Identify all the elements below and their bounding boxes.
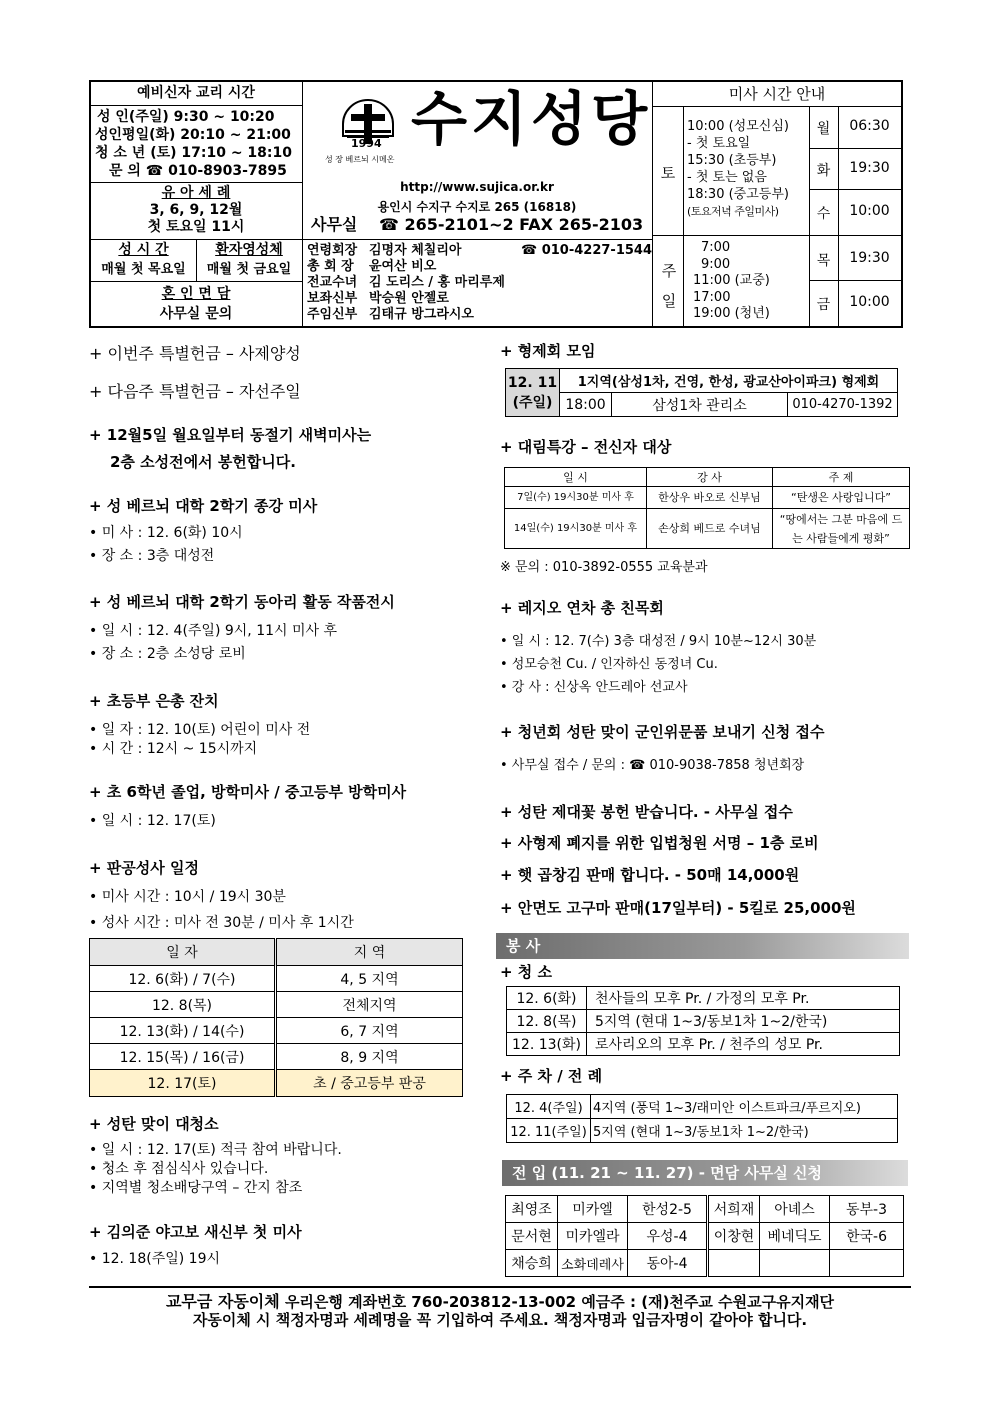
table-row	[506, 393, 898, 417]
youth-item: • 사무실 접수 / 문의 : ☎ 010-9038-7858 청년회장	[500, 758, 805, 773]
sat-mass-line: 18:30 (중고등부)	[687, 187, 789, 202]
staff-row	[307, 291, 651, 307]
brotherhood-table	[505, 368, 898, 417]
staff-phone: ☎ 010-4227-1544	[521, 243, 653, 258]
table-header-row	[90, 939, 463, 966]
parking-subtitle: + 주 차 / 전 례	[500, 1067, 603, 1085]
children-feast-title: + 초등부 은총 잔치	[89, 692, 219, 710]
catechism-youth: 청 소 년 (토) 17:10 ~ 18:10	[95, 145, 292, 161]
table-cell: 한성2-5	[628, 1196, 708, 1223]
catechism-weekday: 성인평일(화) 20:10 ~ 21:00	[95, 127, 291, 143]
table-cell	[760, 1250, 830, 1277]
footer-account: 우리은행 계좌번호 760-203812-13-002 예금주 : (재)천주교 수원교구유지재단	[284, 1293, 835, 1311]
staff-name: 윤여산 비오	[369, 259, 437, 274]
footer-line-1	[89, 1292, 911, 1312]
infant-baptism-title: 유 아 세 례	[161, 185, 231, 201]
table-row	[506, 1223, 904, 1250]
brotherhood-title: + 형제회 모임	[500, 342, 596, 360]
weekday-thu-time: 19:30	[849, 250, 890, 266]
table-cell: 8, 9 지역	[276, 1044, 463, 1070]
parish-name: 수지성당	[411, 85, 652, 153]
weekday-fri-time: 10:00	[849, 294, 890, 310]
sick-communion-text: 매월 첫 금요일	[206, 262, 292, 277]
christmas-cleaning-item: • 지역별 청소배당구역 – 간지 참조	[89, 1180, 303, 1196]
table-cell: 12. 4(주일)	[507, 1095, 591, 1119]
legio-item: • 성모승천 Cu. / 인자하신 동정녀 Cu.	[500, 657, 718, 672]
staff-list	[307, 243, 651, 323]
sat-mass-line: - 첫 토요일	[687, 136, 751, 151]
special-collection-next-week: + 다음주 특별헌금 – 자선주일	[89, 382, 301, 401]
exhibit-item: • 일 시 : 12. 4(주일) 9시, 11시 미사 후	[89, 623, 338, 639]
brotherhood-date-text: 12. 11	[507, 374, 558, 391]
table-cell: 문서현	[506, 1223, 558, 1250]
table-cell: “탄생은 사랑입니다”	[773, 487, 910, 509]
table-cell: 미카엘	[558, 1196, 628, 1223]
table-cell: 12. 11(주일)	[507, 1119, 591, 1143]
weekday-tue: 화	[816, 163, 831, 179]
confession-title: + 판공성사 일정	[89, 859, 199, 877]
table-cell: 동아-4	[628, 1250, 708, 1277]
first-mass-title: + 김의준 야고보 새신부 첫 미사	[89, 1223, 302, 1241]
staff-name: 김태규 방그라시오	[369, 307, 474, 322]
brotherhood-place: 삼성1차 관리소	[612, 393, 788, 417]
marriage-text: 사무실 문의	[159, 306, 233, 322]
table-cell	[708, 1250, 760, 1277]
catechism-contact: 문 의 ☎ 010-8903-7895	[109, 163, 287, 179]
table-row	[507, 1119, 898, 1143]
staff-role: 연령회장	[307, 243, 358, 258]
table-cell: 동부-3	[830, 1196, 904, 1223]
cleaning-duty-table	[506, 986, 900, 1056]
confession-item: • 성사 시간 : 미사 전 30분 / 미사 후 1시간	[89, 915, 354, 931]
holy-hour-text: 매월 첫 목요일	[101, 262, 186, 277]
sunday-label: 주일	[661, 262, 677, 310]
notice-flowers: + 성탄 제대꽃 봉헌 받습니다. - 사무실 접수	[500, 803, 793, 821]
infant-baptism-time: 첫 토요일 11시	[147, 219, 245, 235]
office-phone: ☎ 265-2101~2 FAX 265-2103	[379, 215, 644, 234]
staff-role: 보좌신부	[307, 291, 358, 306]
staff-role: 주임신부	[307, 307, 358, 322]
infant-baptism-months: 3, 6, 9, 12월	[149, 202, 243, 218]
table-cell: 5지역 (현대 1~3/동보1차 1~2/한국)	[591, 1119, 898, 1143]
closing-mass-title: + 성 베르뇌 대학 2학기 종강 미사	[89, 497, 318, 515]
closing-mass-item: • 미 사 : 12. 6(화) 10시	[89, 525, 243, 541]
weekday-wed: 수	[816, 206, 831, 222]
table-row	[506, 369, 898, 393]
table-cell: 12. 17(토)	[90, 1070, 276, 1097]
header-left-info	[91, 82, 303, 326]
christmas-cleaning-title: + 성탄 맞이 대청소	[89, 1115, 219, 1133]
notice-petition: + 사형제 폐지를 위한 입법청원 서명 – 1층 로비	[500, 834, 819, 852]
table-row	[90, 1044, 463, 1070]
closing-mass-item: • 장 소 : 3층 대성전	[89, 548, 215, 564]
marriage-title: 혼 인 면 담	[161, 286, 231, 302]
table-cell	[830, 1250, 904, 1277]
weekday-mon: 월	[816, 121, 831, 137]
table-cell: 7일(수) 19시30분 미사 후	[505, 487, 647, 509]
special-collection-this-week: + 이번주 특별헌금 – 사제양성	[89, 344, 301, 363]
youth-title: + 청년회 성탄 맞이 군인위문품 보내기 신청 접수	[500, 723, 825, 741]
table-header: 일 자	[90, 939, 276, 966]
table-cell: 12. 13(화) / 14(수)	[90, 1018, 276, 1044]
confession-item: • 미사 시간 : 10시 / 19시 30분	[89, 889, 286, 905]
holy-hour-title: 성 시 간	[118, 242, 169, 258]
confession-schedule-table	[89, 938, 463, 1097]
brotherhood-phone: 010-4270-1392	[788, 393, 898, 417]
table-cell: 12. 6(화) / 7(수)	[90, 966, 276, 992]
table-row	[505, 487, 910, 509]
staff-role: 전교수녀	[307, 275, 358, 290]
christmas-cleaning-item: • 일 시 : 12. 17(토) 적극 참여 바랍니다.	[89, 1142, 342, 1158]
weekday-fri: 금	[816, 297, 831, 313]
table-cell: 한국-6	[830, 1223, 904, 1250]
table-header: 주 제	[773, 468, 910, 487]
table-cell: 이창현	[708, 1223, 760, 1250]
table-cell: 한상우 바오로 신부님	[647, 487, 773, 509]
sat-mass-line: 15:30 (초등부)	[687, 153, 777, 168]
children-feast-item: • 일 자 : 12. 10(토) 어린이 미사 전	[89, 722, 311, 738]
staff-row	[307, 243, 651, 259]
table-row	[507, 987, 900, 1010]
table-cell: 최영조	[506, 1196, 558, 1223]
table-header: 일 시	[505, 468, 647, 487]
legio-item: • 강 사 : 신상옥 안드레아 선교사	[500, 680, 688, 695]
sunday-masses	[693, 240, 809, 323]
staff-name: 김명자 체칠리아	[369, 243, 462, 258]
table-cell: 로사리오의 모후 Pr. / 천주의 성모 Pr.	[587, 1033, 900, 1056]
weekday-mon-time: 06:30	[849, 118, 890, 134]
catechism-title: 예비신자 교리 시간	[137, 85, 255, 101]
table-row	[90, 966, 463, 992]
brotherhood-time: 18:00	[560, 393, 612, 417]
table-row	[90, 1018, 463, 1044]
footer-line-2: 자동이체 시 책정자명과 세례명을 꼭 기입하여 주세요. 책정자명과 입금자명이 같아야 합니다.	[192, 1311, 808, 1329]
table-cell: 12. 13(화)	[507, 1033, 587, 1056]
table-cell: “땅에서는 그분 마음에 드는 사람들에게 평화”	[773, 509, 910, 549]
table-row-highlight	[90, 1070, 463, 1097]
transfer-in-table	[505, 1195, 904, 1277]
table-cell: 전체지역	[276, 992, 463, 1018]
table-header: 지 역	[276, 939, 463, 966]
weekday-thu: 목	[816, 253, 831, 269]
sat-mass-line: - 첫 토는 없음	[687, 170, 767, 185]
catechism-adult: 성 인(주일) 9:30 ~ 10:20	[97, 109, 275, 125]
notice-sweet-potato: + 안면도 고구마 판매(17일부터) - 5킬로 25,000원	[500, 899, 856, 917]
table-cell: 미카엘라	[558, 1223, 628, 1250]
cleaning-subtitle: + 청 소	[500, 963, 552, 981]
table-row	[505, 509, 910, 549]
table-cell: 12. 8(목)	[507, 1010, 587, 1033]
table-cell: 14일(수) 19시30분 미사 후	[505, 509, 647, 549]
table-row	[506, 1250, 904, 1277]
sun-mass-line: 7:00	[701, 240, 731, 255]
staff-row	[307, 307, 651, 323]
staff-name: 김 도리스 / 홍 마리루제	[369, 275, 505, 290]
table-cell: 6, 7 지역	[276, 1018, 463, 1044]
parish-url[interactable]: http://www.sujica.or.kr	[400, 180, 554, 194]
table-row	[507, 1010, 900, 1033]
logo-caption: 성 장 베르뇌 시메온	[325, 155, 395, 164]
table-cell: 우성-4	[628, 1223, 708, 1250]
winter-mass-notice-2: 2층 소성전에서 봉헌합니다.	[110, 453, 296, 471]
legio-title: + 레지오 연차 총 친목회	[500, 599, 664, 617]
footer-autopay-label: 교무금 자동이체	[165, 1292, 280, 1311]
brotherhood-date	[506, 369, 560, 417]
table-row	[507, 1033, 900, 1056]
notice-seaweed: + 햇 곱창김 판매 합니다. - 50매 14,000원	[500, 866, 800, 884]
table-cell: 베네딕도	[760, 1223, 830, 1250]
table-cell: 아녜스	[760, 1196, 830, 1223]
sun-mass-line: 11:00 (교중)	[693, 273, 770, 288]
advent-lecture-table	[504, 467, 910, 549]
winter-mass-notice-1: + 12월5일 월요일부터 동절기 새벽미사는	[89, 426, 372, 444]
office-label: 사무실	[311, 215, 358, 234]
table-cell: 천사들의 모후 Pr. / 가정의 모후 Pr.	[587, 987, 900, 1010]
header-center	[303, 82, 653, 326]
exhibit-item: • 장 소 : 2층 소성당 로비	[89, 646, 246, 662]
sun-mass-line: 9:00	[701, 256, 731, 272]
table-row	[507, 1095, 898, 1119]
children-feast-item: • 시 간 : 12시 ~ 15시까지	[89, 741, 258, 757]
footer-divider	[89, 1286, 911, 1288]
exhibit-title: + 성 베르뇌 대학 2학기 동아리 활동 작품전시	[89, 593, 395, 611]
advent-note: ※ 문의 : 010-3892-0555 교육분과	[500, 560, 708, 575]
weekday-wed-time: 10:00	[849, 203, 890, 219]
mass-times	[653, 82, 903, 326]
first-mass-item: • 12. 18(주일) 19시	[89, 1251, 220, 1267]
staff-row	[307, 275, 651, 291]
brotherhood-region: 1지역(삼성1차, 건영, 한성, 광교산아이파크) 형제회	[560, 369, 898, 393]
table-cell: 12. 8(목)	[90, 992, 276, 1018]
transfer-section-bar: 전 입 (11. 21 ~ 11. 27) - 면담 사무실 신청	[502, 1160, 908, 1186]
graduation-mass-title: + 초 6학년 졸업, 방학미사 / 중고등부 방학미사	[89, 783, 407, 801]
legio-item: • 일 시 : 12. 7(수) 3층 대성전 / 9시 10분~12시 30분	[500, 634, 817, 649]
table-cell: 12. 15(목) / 16(금)	[90, 1044, 276, 1070]
advent-lecture-title: + 대림특강 – 전신자 대상	[500, 438, 672, 456]
sat-mass-line: (토요저녁 주일미사)	[687, 205, 779, 218]
table-header-row	[505, 468, 910, 487]
table-row	[506, 1196, 904, 1223]
table-cell: 4, 5 지역	[276, 966, 463, 992]
table-row	[90, 992, 463, 1018]
staff-row	[307, 259, 651, 275]
table-header: 강 사	[647, 468, 773, 487]
table-cell: 소화데레사	[558, 1250, 628, 1277]
sun-mass-line: 17:00	[693, 289, 731, 305]
table-cell: 서희재	[708, 1196, 760, 1223]
table-cell: 초 / 중고등부 판공	[276, 1070, 463, 1097]
table-cell: 손상희 베드로 수녀님	[647, 509, 773, 549]
sun-mass-line: 19:00 (청년)	[693, 306, 770, 321]
table-cell: 채승희	[506, 1250, 558, 1277]
sat-mass-line: 10:00 (성모신심)	[687, 119, 789, 134]
staff-role: 총 회 장	[307, 259, 354, 274]
service-section-bar: 봉 사	[496, 933, 909, 959]
sick-communion-title: 환자영성체	[215, 242, 283, 258]
bulletin-header	[89, 80, 903, 328]
parking-duty-table	[506, 1094, 898, 1143]
parish-address: 용인시 수지구 수지로 265 (16818)	[377, 200, 577, 214]
brotherhood-day-text: (주일)	[512, 394, 553, 411]
christmas-cleaning-item: • 청소 후 점심식사 있습니다.	[89, 1161, 269, 1177]
saturday-label: 토	[660, 164, 676, 182]
weekday-tue-time: 19:30	[849, 160, 890, 176]
graduation-mass-item: • 일 시 : 12. 17(토)	[89, 813, 216, 829]
staff-name: 박승원 안젤로	[369, 291, 449, 306]
logo-year: 1994	[351, 137, 382, 150]
table-cell: 4지역 (풍덕 1~3/래미안 이스트파크/푸르지오)	[591, 1095, 898, 1119]
saturday-masses	[687, 118, 811, 220]
table-cell: 12. 6(화)	[507, 987, 587, 1010]
table-cell: 5지역 (현대 1~3/동보1차 1~2/한국)	[587, 1010, 900, 1033]
mass-times-title: 미사 시간 안내	[728, 85, 826, 103]
